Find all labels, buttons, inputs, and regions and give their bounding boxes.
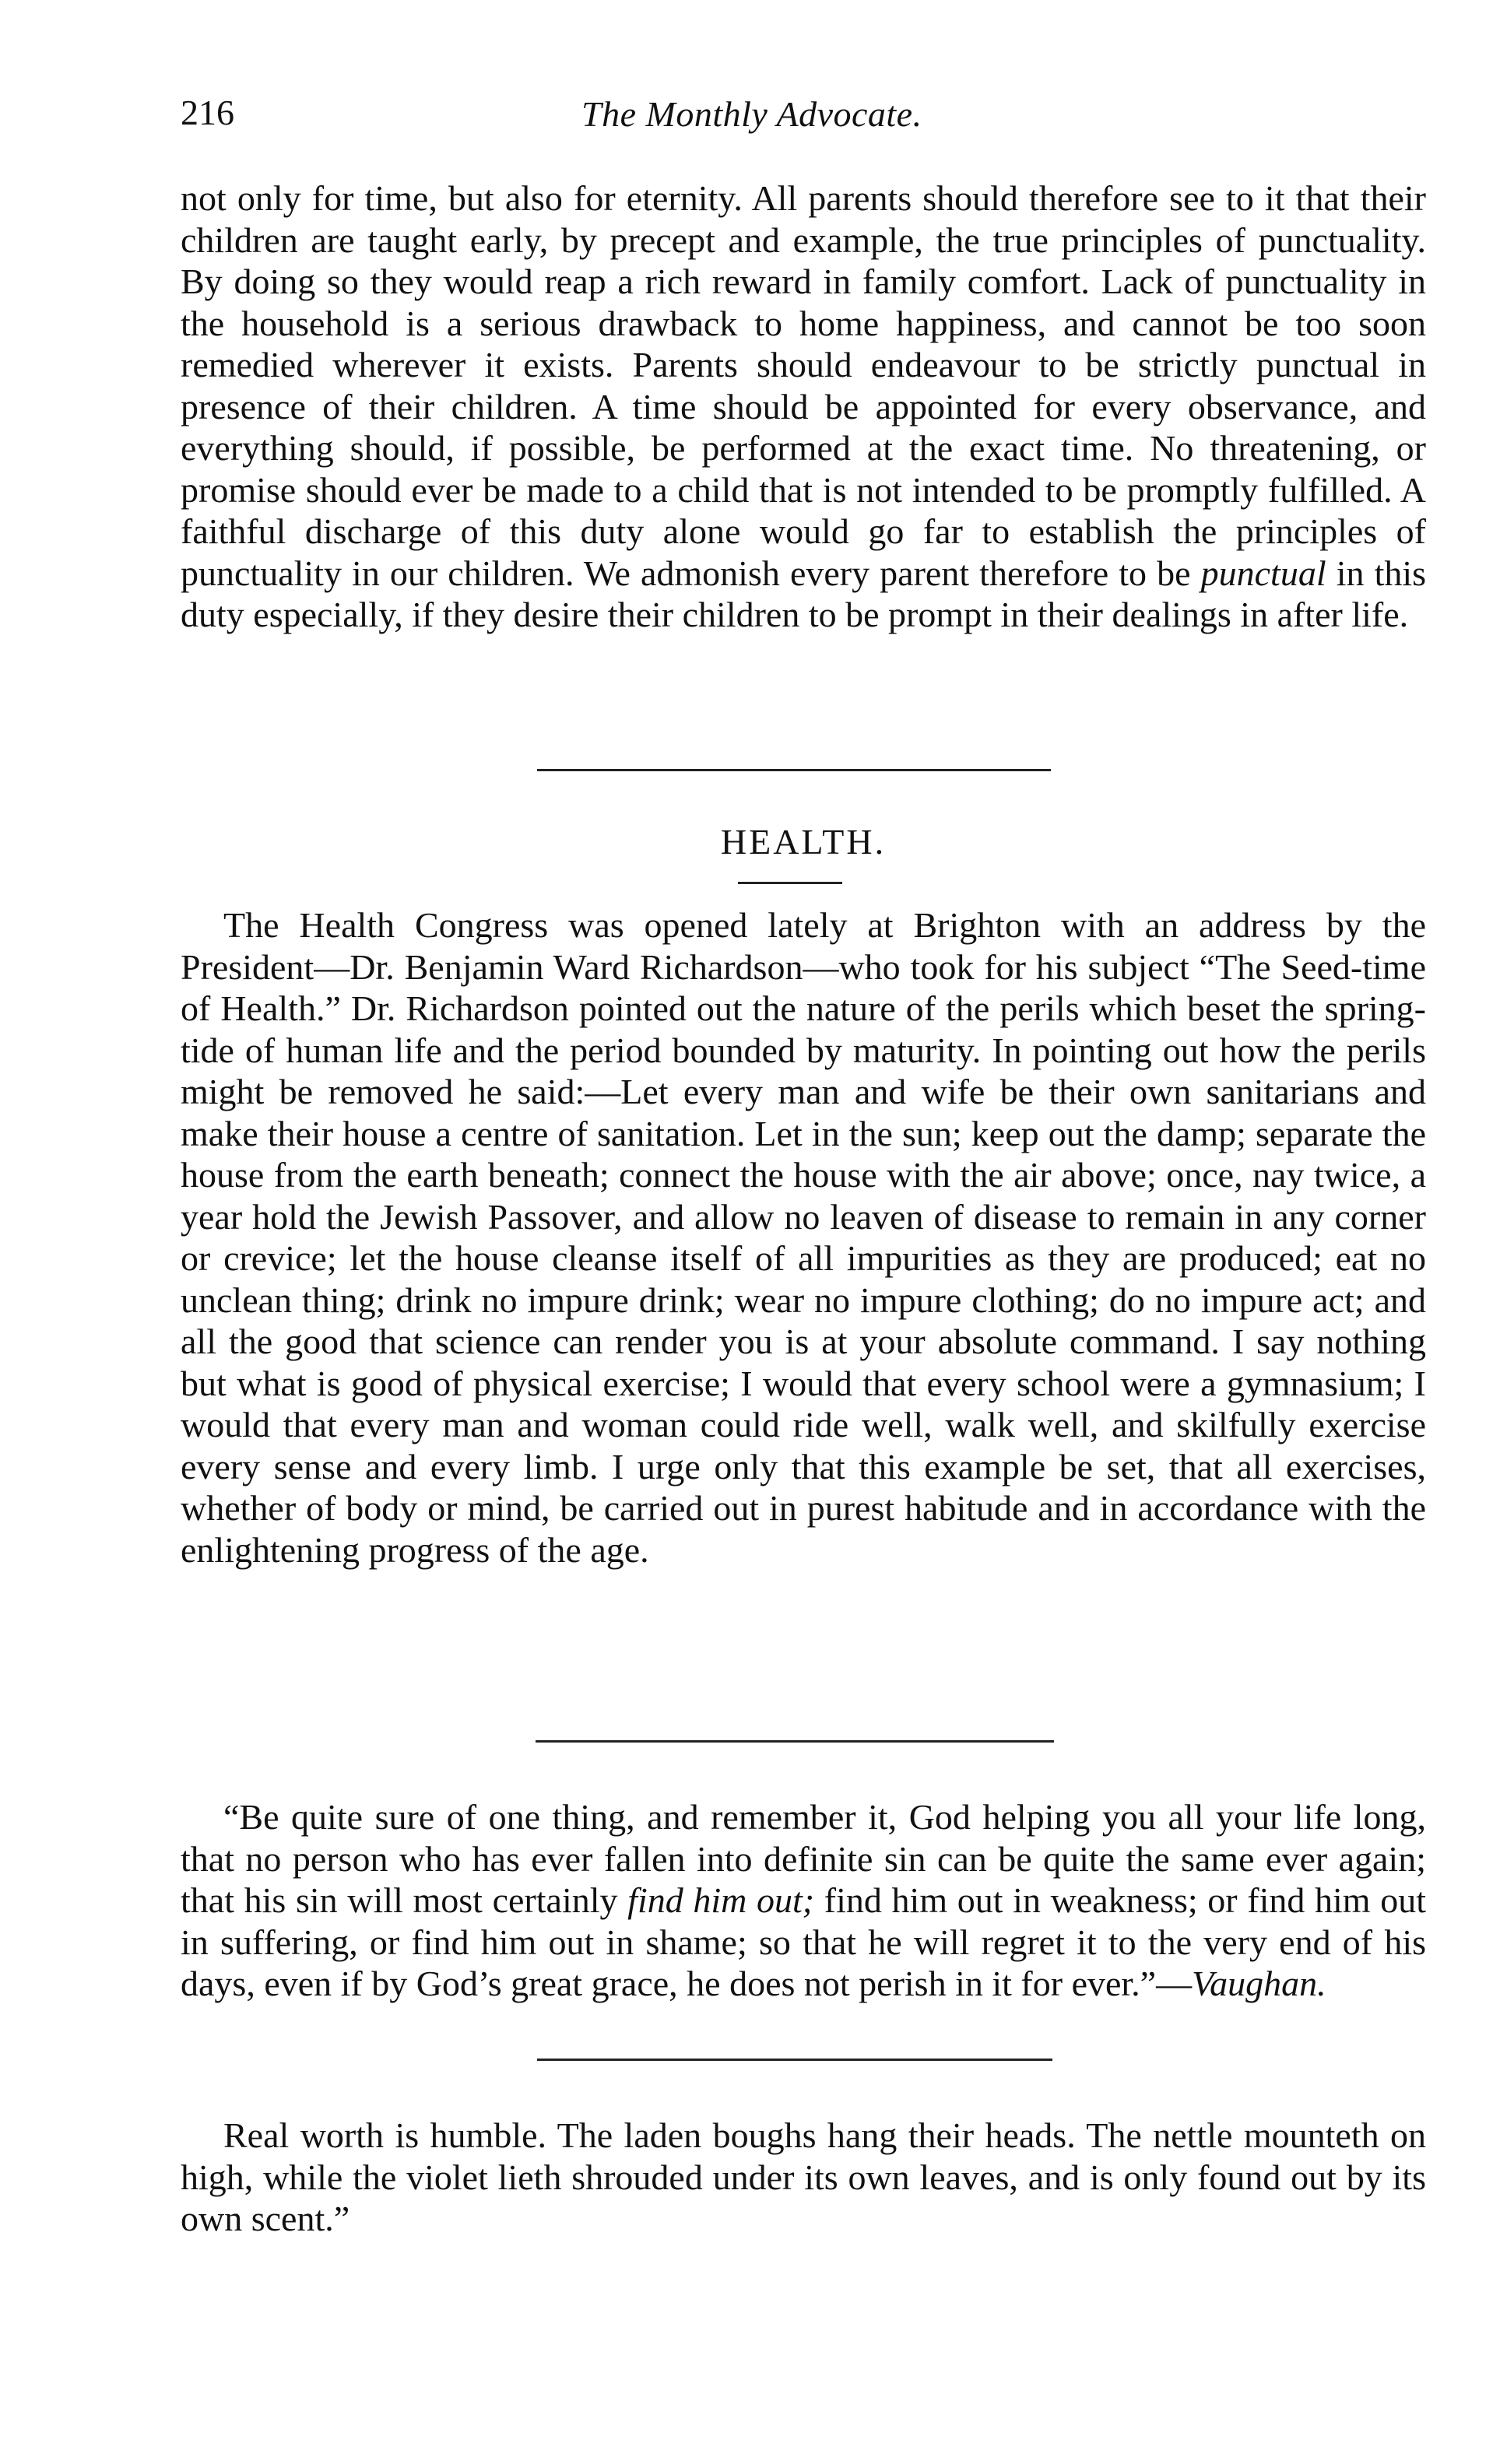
- section-divider: [537, 769, 1051, 771]
- punctuality-paragraph: [181, 177, 1426, 636]
- page-number: 216: [181, 93, 234, 132]
- page-header: [181, 92, 1426, 146]
- running-title: The Monthly Advocate.: [581, 94, 922, 134]
- quote-paragraph: [181, 1796, 1426, 2005]
- section-divider: [536, 1740, 1054, 1743]
- quote-text-start: “Be quite sure of one thing, and remember it, God helping you all your life long, that no person who has ever fallen into definite sin can be quite the same ever again; that his sin will most certainly: [181, 1797, 1426, 1920]
- health-heading: HEALTH.: [720, 822, 887, 862]
- health-paragraph: [181, 904, 1426, 1571]
- quote-attribution: Vaughan.: [1192, 1964, 1326, 2003]
- section-divider: [537, 2059, 1052, 2061]
- health-body: The Health Congress was opened lately at Brighton with an address by the President—Dr. Benjamin Ward Richardson—who took for his subject “The Seed-time of Health.” Dr. Richardson pointed out the nature of the perils which beset the spring-tide of human life and the period bounded by maturity. In pointing out how the perils might be removed he said:—Let every man and wife be their own sanitarians and make their house a centre of sanitation. Let in the sun; keep out the damp; separate the house from the earth beneath; connect the house with the air above; once, nay twice, a year hold the Jewish Passover, and allow no leaven of disease to remain in any corner or crevice; let the house cleanse itself of all impurities as they are produced; eat no unclean thing; drink no impure drink; wear no impure clothing; do no impure act; and all the good that science can render you is at your absolute command. I say nothing but what is good of physical exercise; I would that every school were a gymnasium; I would that every man and woman could ride well, walk well, and skilfully exercise every sense and every limb. I urge only that this example be set, that all exercises, whether of body or mind, be carried out in purest habitude and in accordance with the enlightening progress of the age.: [181, 905, 1426, 1570]
- heading-underline: [738, 882, 842, 884]
- quote-text-end: find him out in weakness; or find him out in suffering, or find him out in shame; so that he will regret it to the very end of his days, even if by God’s great grace, he does not perish in it for ever.”—: [181, 1880, 1427, 2003]
- punctuality-italic-word: punctual: [1200, 553, 1326, 593]
- punctuality-text-end: in this duty especially, if they desire their children to be prompt in their dealings in after life.: [181, 553, 1427, 634]
- punctuality-text-start: not only for time, but also for eternity. All parents should therefore see to it that their children are taught early, by precept and example, the true principles of punctuality. By doing so they would reap a rich reward in family comfort. Lack of punctuality in the household is a serious drawback to home happiness, and cannot be too soon remedied wherever it exists. Parents should endeavour to be strictly punctual in presence of their children. A time should be appointed for every observance, and everything should, if possible, be performed at the exact time. No threatening, or promise should ever be made to a child that is not intended to be promptly fulfilled. A faithful discharge of this duty alone would go far to establish the principles of punctuality in our children. We admonish every parent therefore to be: [181, 178, 1426, 593]
- worth-body: Real worth is humble. The laden boughs hang their heads. The nettle mounteth on high, while the violet lieth shrouded under its own leaves, and is only found out by its own scent.”: [181, 2115, 1426, 2238]
- quote-italic-phrase: find him out;: [627, 1880, 815, 1920]
- worth-paragraph: [181, 2115, 1426, 2240]
